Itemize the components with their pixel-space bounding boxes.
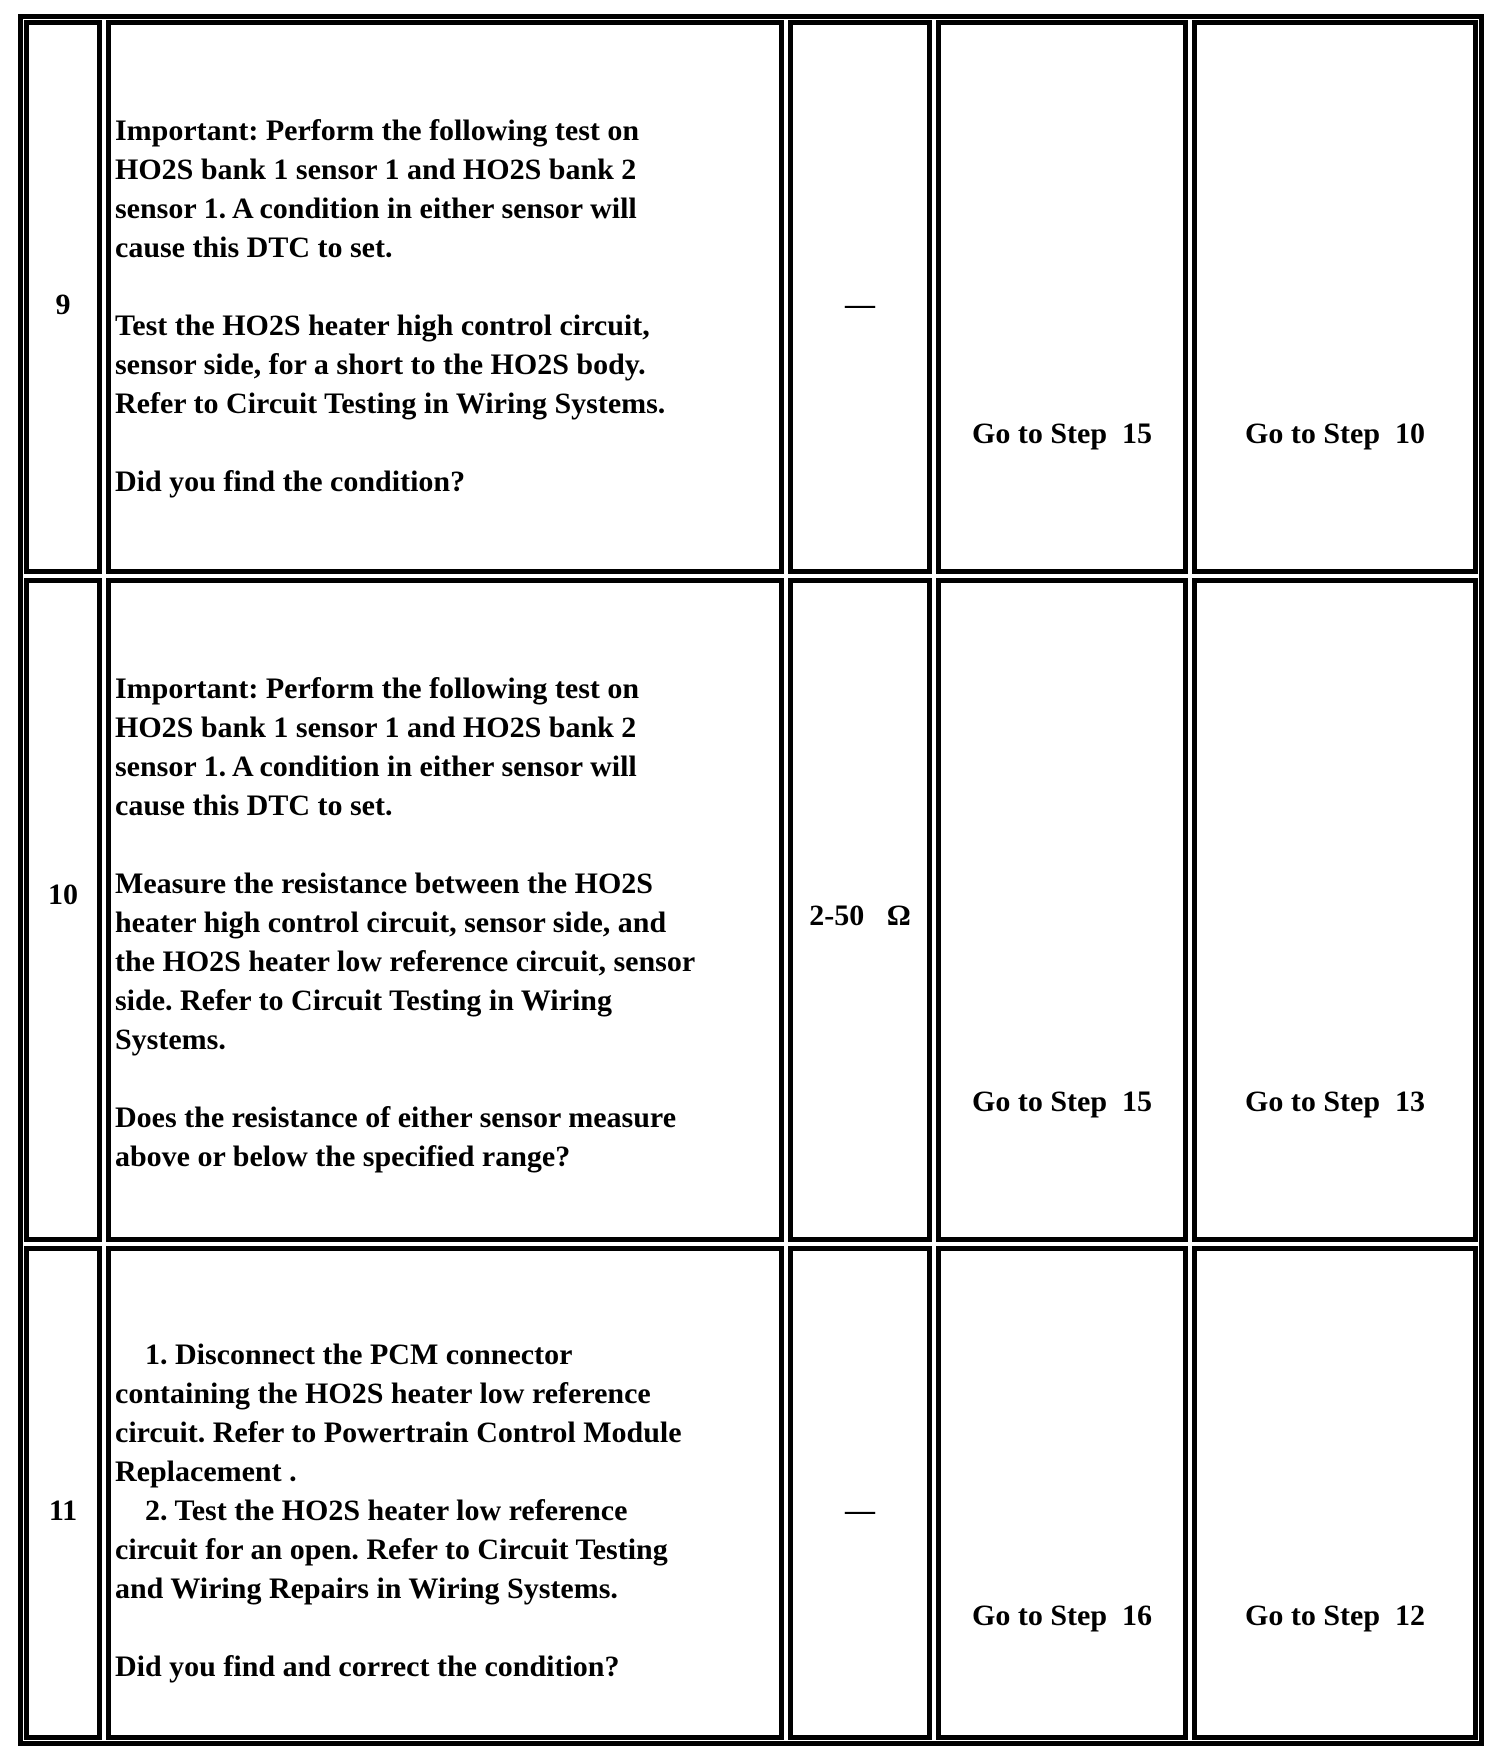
no-cell <box>1192 578 1478 1242</box>
action-text: 1. Disconnect the PCM connector containing the HO2S heater low reference circuit. Refer to Powertrain Control Module Replacement . 2. Test the HO2S heater low reference circuit for an open. Refer to Circuit Testing and Wiring Repairs in Wiring Systems. Did you find and correct the condition? <box>115 1338 682 1683</box>
value-text: — <box>845 1494 875 1527</box>
no-goto-step: Go to Step 12 <box>1245 1599 1425 1632</box>
action-cell <box>106 578 784 1242</box>
yes-cell <box>936 578 1188 1242</box>
yes-cell <box>936 1246 1188 1740</box>
step-cell <box>24 1246 102 1740</box>
value-cell <box>788 1246 932 1740</box>
action-cell <box>106 20 784 574</box>
step-number: 10 <box>48 878 78 911</box>
step-cell <box>24 20 102 574</box>
no-cell <box>1192 20 1478 574</box>
yes-goto-step: Go to Step 15 <box>972 1085 1152 1118</box>
yes-goto-step: Go to Step 15 <box>972 417 1152 450</box>
value-text: — <box>845 288 875 321</box>
step-number: 11 <box>48 1494 78 1527</box>
no-cell <box>1192 1246 1478 1740</box>
action-cell <box>106 1246 784 1740</box>
action-text: Important: Perform the following test on HO2S bank 1 sensor 1 and HO2S bank 2 sensor 1. A condition in either sensor will cause this DTC to set. Measure the resistance between the HO2S heater high control circuit, sensor side, and the HO2S heater low reference circuit, sensor side. Refer to Circuit Testing in Wiring Systems. Does the resistance of either sensor measure above or below the specified range? <box>115 672 696 1173</box>
value-cell <box>788 20 932 574</box>
yes-goto-step: Go to Step 16 <box>972 1599 1152 1632</box>
no-goto-step: Go to Step 13 <box>1245 1085 1425 1118</box>
step-number: 9 <box>55 288 71 321</box>
value-cell <box>788 578 932 1242</box>
no-goto-step: Go to Step 10 <box>1245 417 1425 450</box>
step-cell <box>24 578 102 1242</box>
value-text: 2-50 Ω <box>809 899 911 932</box>
yes-cell <box>936 20 1188 574</box>
action-text: Important: Perform the following test on HO2S bank 1 sensor 1 and HO2S bank 2 sensor 1. A condition in either sensor will cause this DTC to set. Test the HO2S heater high control circuit, sensor side, for a short to the HO2S body. Refer to Circuit Testing in Wiring Systems. Did you find the condition? <box>115 114 666 498</box>
